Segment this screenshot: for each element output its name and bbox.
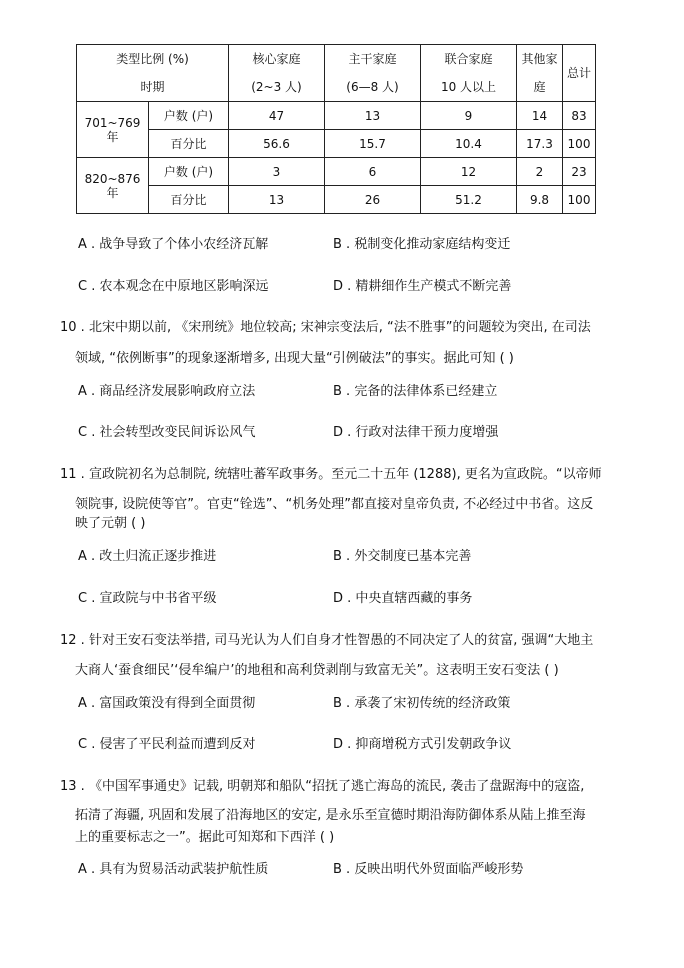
row-label: 户数 (户) xyxy=(149,158,229,186)
table-cell: 3 xyxy=(229,158,325,186)
table-cell: 83 xyxy=(563,102,596,130)
table-cell: 47 xyxy=(229,102,325,130)
q11-stem-line-1: 11 . 宣政院初名为总制院, 统辖吐蕃军政事务。至元二十五年 (1288), 更名为宣政院。“以帝师 xyxy=(60,467,602,482)
table-cell: 14 xyxy=(517,102,563,130)
q11-stem-line-2: 领院事, 设院使等官”。官吏“铨选”、“机务处理”都直接对皇帝负责, 不必经过中书省。这反 xyxy=(75,497,594,512)
q12-option-c[interactable]: C . 侵害了平民利益而遭到反对 xyxy=(78,737,256,752)
q13-stem-line-2: 拓清了海疆, 巩固和发展了沿海地区的安定, 是永乐至宣德时期沿海防御体系从陆上推至海 xyxy=(75,808,586,823)
header-total: 总计 xyxy=(563,45,596,102)
table-cell: 6 xyxy=(325,158,421,186)
q13-option-b[interactable]: B . 反映出明代外贸面临严峻形势 xyxy=(333,862,524,877)
q10-option-d[interactable]: D . 行政对法律干预力度增强 xyxy=(333,425,499,440)
q13-stem-line-1: 13 . 《中国军事通史》记载, 明朝郑和船队“招抚了逃亡海岛的流民, 袭击了盘踞海中的寇盗, xyxy=(60,779,585,794)
header-period: 时期 xyxy=(140,80,165,94)
q13-stem-line-3: 上的重要标志之一”。据此可知郑和下西洋 ( ) xyxy=(75,830,335,845)
header-type-period xyxy=(77,45,229,102)
family-structure-table xyxy=(76,44,596,214)
q9-option-a[interactable]: A . 战争导致了个体小农经济瓦解 xyxy=(78,237,269,252)
q10-option-c[interactable]: C . 社会转型改变民间诉讼风气 xyxy=(78,425,256,440)
table-cell: 10.4 xyxy=(421,130,517,158)
q9-option-c[interactable]: C . 农本观念在中原地区影响深远 xyxy=(78,279,269,294)
table-cell: 9 xyxy=(421,102,517,130)
q11-option-a[interactable]: A . 改土归流正逐步推进 xyxy=(78,549,217,564)
header-stem-family: 主干家庭 (6—8 人) xyxy=(325,45,421,102)
table-cell: 51.2 xyxy=(421,186,517,214)
row-label: 百分比 xyxy=(149,130,229,158)
q11-option-b[interactable]: B . 外交制度已基本完善 xyxy=(333,549,472,564)
header-type-ratio: 类型比例 (%) xyxy=(116,52,189,66)
q13-option-a[interactable]: A . 具有为贸易活动武装护航性质 xyxy=(78,862,269,877)
table-cell: 100 xyxy=(563,130,596,158)
header-joint-family: 联合家庭 10 人以上 xyxy=(421,45,517,102)
table-cell: 12 xyxy=(421,158,517,186)
q12-stem-line-1: 12 . 针对王安石变法举措, 司马光认为人们自身才性智愚的不同决定了人的贫富, 强调“大地主 xyxy=(60,633,594,648)
table-cell: 26 xyxy=(325,186,421,214)
table-cell: 15.7 xyxy=(325,130,421,158)
table-cell: 13 xyxy=(229,186,325,214)
q12-option-a[interactable]: A . 富国政策没有得到全面贯彻 xyxy=(78,696,256,711)
q10-stem-line-2: 领域, “依例断事”的现象逐渐增多, 出现大量“引例破法”的事实。据此可知 ( ) xyxy=(75,351,514,366)
table-cell: 9.8 xyxy=(517,186,563,214)
q10-stem-line-1: 10 . 北宋中期以前, 《宋刑统》地位较高; 宋神宗变法后, “法不胜事”的问题较为突出, 在司法 xyxy=(60,320,591,335)
table-cell: 17.3 xyxy=(517,130,563,158)
q9-option-b[interactable]: B . 税制变化推动家庭结构变迁 xyxy=(333,237,511,252)
q11-option-c[interactable]: C . 宣政院与中书省平级 xyxy=(78,591,217,606)
header-other-family: 其他家 庭 xyxy=(517,45,563,102)
q9-option-d[interactable]: D . 精耕细作生产模式不断完善 xyxy=(333,279,512,294)
q10-option-b[interactable]: B . 完备的法律体系已经建立 xyxy=(333,384,498,399)
q11-option-d[interactable]: D . 中央直辖西藏的事务 xyxy=(333,591,473,606)
table-cell: 2 xyxy=(517,158,563,186)
period-820-876: 820~876 年 xyxy=(77,158,149,214)
q11-stem-line-3: 映了元朝 ( ) xyxy=(75,516,146,531)
table-cell: 23 xyxy=(563,158,596,186)
row-label: 户数 (户) xyxy=(149,102,229,130)
q10-option-a[interactable]: A . 商品经济发展影响政府立法 xyxy=(78,384,256,399)
table-cell: 13 xyxy=(325,102,421,130)
q12-stem-line-2: 大商人‘蚕食细民’‘侵牟编户’的地租和高利贷剥削与致富无关”。这表明王安石变法 ( ) xyxy=(75,663,559,678)
q12-option-b[interactable]: B . 承袭了宋初传统的经济政策 xyxy=(333,696,511,711)
q12-option-d[interactable]: D . 抑商增税方式引发朝政争议 xyxy=(333,737,512,752)
header-core-family: 核心家庭 (2~3 人) xyxy=(229,45,325,102)
period-701-769: 701~769 年 xyxy=(77,102,149,158)
row-label: 百分比 xyxy=(149,186,229,214)
table-cell: 56.6 xyxy=(229,130,325,158)
table-cell: 100 xyxy=(563,186,596,214)
